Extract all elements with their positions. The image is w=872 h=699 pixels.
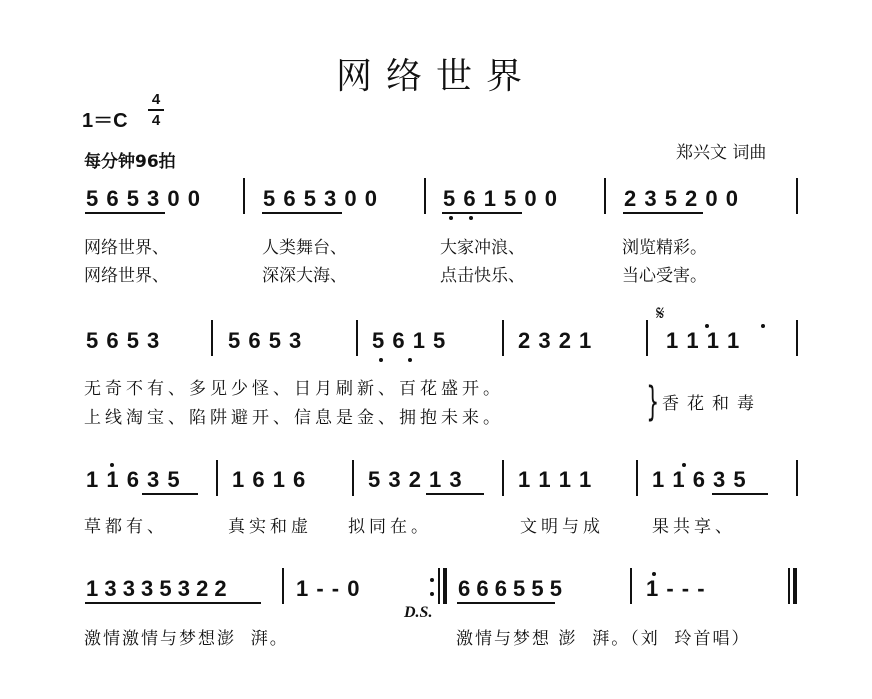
barline xyxy=(216,460,218,496)
eighth-underline xyxy=(85,602,261,604)
measure: 1 6 1 6 xyxy=(232,467,307,492)
eighth-underline xyxy=(457,602,555,604)
measure: 1 1 1 1 xyxy=(518,467,593,492)
lyric: 深深大海、 xyxy=(262,266,347,286)
lyric: 真实和虚 xyxy=(228,517,312,537)
barline xyxy=(796,178,798,214)
barline xyxy=(636,460,638,496)
eighth-underline xyxy=(262,212,342,214)
lyric: 上线淘宝、陷阱避开、信息是金、拥抱未来。 xyxy=(84,408,504,428)
eighth-underline xyxy=(623,212,703,214)
barline xyxy=(438,568,440,604)
measure: 1 - - - xyxy=(646,576,706,601)
time-sig-bottom: 4 xyxy=(151,112,161,129)
barline xyxy=(424,178,426,214)
low-octave-dot xyxy=(469,216,473,220)
barline xyxy=(502,460,504,496)
lyric: 大家冲浪、 xyxy=(440,238,525,258)
measure: 5 6 1 5 0 0 xyxy=(443,186,558,211)
measure: 6 6 6 5 5 5 xyxy=(458,576,562,601)
measure: 1 3 3 3 5 3 2 2 xyxy=(86,576,227,601)
lyric: 果共享、 xyxy=(652,517,736,537)
measure: 5 6 5 3 xyxy=(228,328,303,353)
measure: 1 1 1 1 xyxy=(666,328,741,353)
lyric: 点击快乐、 xyxy=(440,266,525,286)
barline xyxy=(796,460,798,496)
song-title: 网络世界 xyxy=(335,56,536,97)
barline xyxy=(788,568,790,604)
brace-symbol: } xyxy=(646,379,660,425)
high-octave-dot xyxy=(705,324,709,328)
final-barline xyxy=(793,568,797,604)
measure: 5 3 2 1 3 xyxy=(368,467,463,492)
barline xyxy=(630,568,632,604)
high-octave-dot xyxy=(682,463,686,467)
high-octave-dot xyxy=(110,463,114,467)
lyric: 网络世界、 xyxy=(84,266,169,286)
lyric: 草都有、 xyxy=(84,517,168,537)
measure: 1 1 6 3 5 xyxy=(652,467,747,492)
measure: 1 1 6 3 5 xyxy=(86,467,181,492)
eighth-underline xyxy=(142,493,198,495)
high-octave-dot xyxy=(761,324,765,328)
eighth-underline xyxy=(442,212,522,214)
barline xyxy=(502,320,504,356)
barline xyxy=(646,320,648,356)
lyric: 网络世界、 xyxy=(84,238,169,258)
low-octave-dot xyxy=(449,216,453,220)
lyric: 激情激情与梦想澎 湃。 xyxy=(84,629,289,649)
measure: 1 - - 0 xyxy=(296,576,361,601)
lyric: 激情与梦想 澎 湃。（刘 玲首唱） xyxy=(456,629,751,649)
eighth-underline xyxy=(426,493,484,495)
barline xyxy=(356,320,358,356)
lyric: 文明与成 xyxy=(520,517,604,537)
lyric: 人类舞台、 xyxy=(262,238,347,258)
measure: 5 6 5 3 0 0 xyxy=(263,186,378,211)
high-octave-dot xyxy=(652,572,656,576)
repeat-dot xyxy=(430,592,434,596)
time-sig-top: 4 xyxy=(151,91,161,108)
lyric: 当心受害。 xyxy=(622,266,707,286)
eighth-underline xyxy=(712,493,768,495)
measure: 2 3 2 1 xyxy=(518,328,593,353)
low-octave-dot xyxy=(408,358,412,362)
time-signature xyxy=(148,91,164,129)
eighth-underline xyxy=(85,212,165,214)
ds-marking: D.S. xyxy=(404,604,433,621)
measure: 5 6 5 3 0 0 xyxy=(86,186,201,211)
repeat-dot xyxy=(430,578,434,582)
key-signature: 1＝C xyxy=(82,110,128,132)
lyric: 浏览精彩。 xyxy=(622,238,707,258)
barline xyxy=(243,178,245,214)
composer-credit: 郑兴文 词曲 xyxy=(676,143,767,163)
measure: 5 6 5 3 xyxy=(86,328,161,353)
lyric: 香花和毒 xyxy=(662,394,762,414)
measure: 5 6 1 5 xyxy=(372,328,447,353)
segno-sign: 𝄋 xyxy=(656,301,665,325)
barline xyxy=(282,568,284,604)
barline xyxy=(352,460,354,496)
low-octave-dot xyxy=(379,358,383,362)
barline xyxy=(604,178,606,214)
barline xyxy=(796,320,798,356)
tempo-marking: 每分钟96拍 xyxy=(84,152,176,172)
barline xyxy=(211,320,213,356)
measure: 2 3 5 2 0 0 xyxy=(624,186,739,211)
lyric: 拟同在。 xyxy=(348,517,432,537)
lyric: 无奇不有、多见少怪、日月刷新、百花盛开。 xyxy=(84,379,504,399)
thick-barline xyxy=(443,568,447,604)
